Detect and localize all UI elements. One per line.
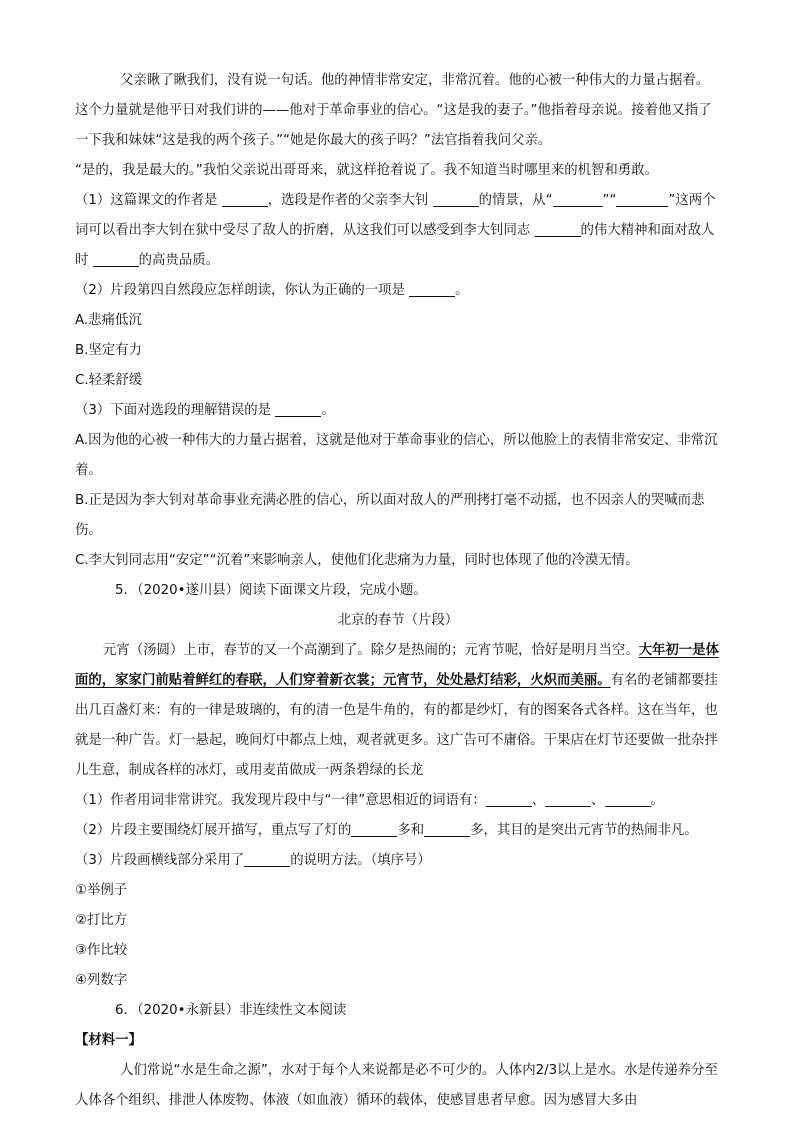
answer-blank[interactable] [605, 790, 651, 807]
answer-blank[interactable] [409, 280, 455, 297]
option-2: ②打比方 [75, 913, 128, 928]
document-content [75, 66, 721, 1116]
answer-blank[interactable] [244, 850, 290, 867]
passage5-paragraph: 元宵（汤圆）上市，春节的又一个高潮到了。除夕是热闹的；元宵节呢，恰好是明月当空。大年初一是体面的，家家门前贴着鲜红的春联，人们穿着新衣裳；元宵节，处处悬灯结彩，火炽而美丽。有名的老铺都要挂出几百盏灯来：有的一律是玻璃的，有的清一色是牛角的，有的都是纱灯，有的图案各式各样。这在当年，也就是一种广告。灯一悬起，晚间灯中都点上烛，观者就更多。这广告可不庸俗。干果店在灯节还要做一批杂拌儿生意，制成各样的冰灯，或用麦苗做成一两条碧绿的长龙 [75, 643, 719, 778]
passage5-question-2: （2）片段主要围绕灯展开描写，重点写了灯的 多和 多，其目的是突出元宵节的热闹非凡。 [75, 816, 721, 846]
passage-title: 北京的春节（片段） [337, 613, 459, 628]
passage5-question-1: （1）作者用词非常讲究。我发现片段中与“一律”意思相近的词语有： 、 、 。 [75, 786, 721, 816]
passage4-paragraph-2: “是的，我是最大的。”我怕父亲说出哥哥来，就这样抢着说了。我不知道当时哪里来的机智和勇敢。 [75, 163, 658, 178]
passage4-question-3: （3）下面对选段的理解错误的是 。 [75, 396, 721, 426]
material-label: 【材料一】 [75, 1033, 142, 1048]
answer-blank[interactable] [433, 190, 479, 207]
answer-blank[interactable] [616, 190, 668, 207]
answer-blank[interactable] [553, 190, 603, 207]
option-c: C.轻柔舒缓 [75, 373, 143, 388]
answer-blank[interactable] [545, 790, 591, 807]
passage4-question-1: （1）这篇课文的作者是 ，选段是作者的父亲李大钊 的情景，从“ ”“ ”这两个词可以看出李大钊在狱中受尽了敌人的折磨，从这我们可以感受到李大钊同志 的伟大精神和面对敌人时 的高贵品质。 [75, 186, 721, 276]
question-6-heading: 6．（2020•永新县）非连续性文本阅读 [115, 1003, 347, 1018]
option-1: ①举例子 [75, 883, 128, 898]
option-c: C.李大钊同志用“安定”“沉着”来影响亲人，使他们化悲痛为力量，同时也体现了他的冷漠无情。 [75, 553, 639, 568]
question-5-heading: 5．（2020•遂川县）阅读下面课文片段，完成小题。 [115, 583, 427, 598]
option-b: B.正是因为李大钊对革命事业充满必胜的信心，所以面对敌人的严刑拷打毫不动摇，也不因亲人的哭喊而悲伤。 [75, 493, 705, 538]
option-b: B.坚定有力 [75, 343, 143, 358]
answer-blank[interactable] [424, 820, 470, 837]
underlined-text: 大年初一是体面的，家家门前贴着鲜红的春联，人们穿着新衣裳；元宵节，处处悬灯结彩，火炽而美丽。 [75, 643, 719, 688]
answer-blank[interactable] [535, 220, 581, 237]
passage4-question-2: （2）片段第四自然段应怎样朗读，你认为正确的一项是 。 [75, 276, 721, 306]
answer-blank[interactable] [486, 790, 532, 807]
passage4-paragraph-1: 父亲瞅了瞅我们，没有说一句话。他的神情非常安定，非常沉着。他的心被一种伟大的力量占据着。这个力量就是他平日对我们讲的——他对于革命事业的信心。“这是我的妻子。”他指着母亲说。接着他又指了一下我和妹妹“这是我的两个孩子。”“她是你最大的孩子吗？”法官指着我问父亲。 [75, 73, 712, 148]
material-1-paragraph: 人们常说“水是生命之源”，水对于每个人来说都是必不可少的。人体内2/3以上是水。水是传递养分至人体各个组织、排泄人体废物、体液（如血液）循环的载体，使感冒患者早愈。因为感冒大多由 [75, 1063, 718, 1108]
option-3: ③作比较 [75, 943, 128, 958]
option-4: ④列数字 [75, 973, 128, 988]
passage5-question-3: （3）片段画横线部分采用了 的说明方法。（填序号） [75, 846, 721, 876]
option-a: A.悲痛低沉 [75, 313, 142, 328]
answer-blank[interactable] [275, 400, 321, 417]
option-a: A.因为他的心被一种伟大的力量占据着，这就是他对于革命事业的信心，所以他脸上的表情非常安定、非常沉着。 [75, 433, 718, 478]
answer-blank[interactable] [93, 250, 139, 267]
answer-blank[interactable] [222, 190, 268, 207]
answer-blank[interactable] [351, 820, 397, 837]
